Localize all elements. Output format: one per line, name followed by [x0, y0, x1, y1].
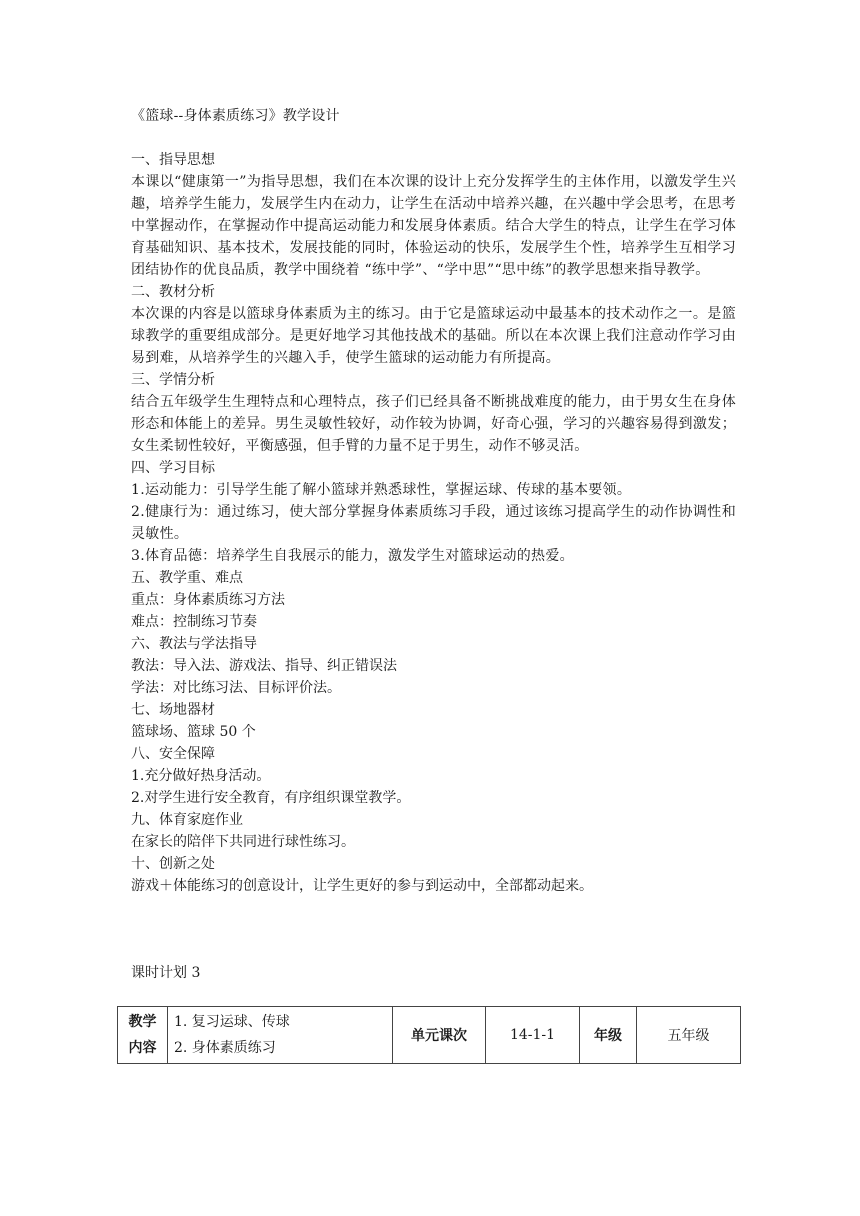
safety-item: 2.对学生进行安全教育，有序组织课堂教学。	[131, 790, 411, 806]
document-body	[131, 105, 736, 897]
lesson-info-table	[117, 1006, 741, 1064]
section-paragraph: 结合五年级学生生理特点和心理特点，孩子们已经具备不断挑战难度的能力，由于男女生在身体形态和体能上的差异。男生灵敏性较好，动作较为协调，好奇心强，学习的兴趣容易得到激发；女生柔韧性较好，平衡感强，但手臂的力量不足于男生，动作不够灵活。	[131, 394, 736, 454]
grade-value-cell: 五年级	[637, 1007, 741, 1064]
content-item: 2. 身体素质练习	[174, 1040, 276, 1056]
learning-goal: 3.体育品德：培养学生自我展示的能力，激发学生对篮球运动的热爱。	[131, 548, 574, 564]
lesson-plan-label: 课时计划 3	[131, 965, 201, 981]
learning-goal: 2.健康行为：通过练习，使大部分掌握身体素质练习手段，通过该练习提高学生的动作协调性和灵敏性。	[131, 504, 736, 542]
grade-label-cell: 年级	[580, 1007, 637, 1064]
key-point: 重点：身体素质练习方法	[131, 592, 285, 608]
content-label-line: 教学	[128, 1014, 157, 1030]
section-heading: 九、体育家庭作业	[131, 812, 243, 828]
section-heading: 七、场地器材	[131, 702, 215, 718]
learning-goal: 1.运动能力：引导学生能了解小篮球并熟悉球性，掌握运球、传球的基本要领。	[131, 482, 632, 498]
section-paragraph: 本次课的内容是以篮球身体素质为主的练习。由于它是篮球运动中最基本的技术动作之一。是篮球教学的重要组成部分。是更好地学习其他技战术的基础。所以在本次课上我们注意动作学习由易到难，从培养学生的兴趣入手，使学生篮球的运动能力有所提高。	[131, 306, 736, 366]
content-item: 1. 复习运球、传球	[174, 1014, 290, 1030]
section-heading: 三、学情分析	[131, 372, 215, 388]
homework-line: 在家长的陪伴下共同进行球性练习。	[131, 834, 355, 850]
section-heading: 四、学习目标	[131, 460, 215, 476]
safety-item: 1.充分做好热身活动。	[131, 768, 271, 784]
content-cell	[168, 1007, 393, 1064]
content-label-cell	[118, 1007, 168, 1064]
section-heading: 五、教学重、难点	[131, 570, 243, 586]
innovation-line: 游戏＋体能练习的创意设计，让学生更好的参与到运动中，全部都动起来。	[131, 878, 593, 894]
unit-value-cell: 14-1-1	[486, 1007, 580, 1064]
section-paragraph: 本课以“健康第一”为指导思想，我们在本次课的设计上充分发挥学生的主体作用，以激发学生兴趣，培养学生能力，发展学生内在动力，让学生在活动中培养兴趣，在兴趣中学会思考，在思考中掌握动作，在掌握动作中提高运动能力和发展身体素质。结合大学生的特点，让学生在学习体育基础知识、基本技术，发展技能的同时，体验运动的快乐，发展学生个性，培养学生互相学习团结协作的优良品质，教学中围绕着 “练中学”、“学中思”“思中练”的教学思想来指导教学。	[131, 174, 736, 278]
learning-method: 学法：对比练习法、目标评价法。	[131, 680, 341, 696]
equipment-line: 篮球场、篮球 50 个	[131, 724, 256, 740]
section-heading: 六、教法与学法指导	[131, 636, 257, 652]
section-heading: 八、安全保障	[131, 746, 215, 762]
section-heading: 二、教材分析	[131, 284, 215, 300]
document-title: 《篮球--身体素质练习》教学设计	[131, 108, 340, 124]
table-row	[118, 1007, 741, 1064]
unit-label-cell: 单元课次	[393, 1007, 486, 1064]
section-heading: 十、创新之处	[131, 856, 215, 872]
spacer	[131, 127, 736, 149]
teaching-method: 教法：导入法、游戏法、指导、纠正错误法	[131, 658, 397, 674]
section-heading: 一、指导思想	[131, 152, 215, 168]
difficult-point: 难点：控制练习节奏	[131, 614, 257, 630]
content-label-line: 内容	[128, 1040, 157, 1056]
